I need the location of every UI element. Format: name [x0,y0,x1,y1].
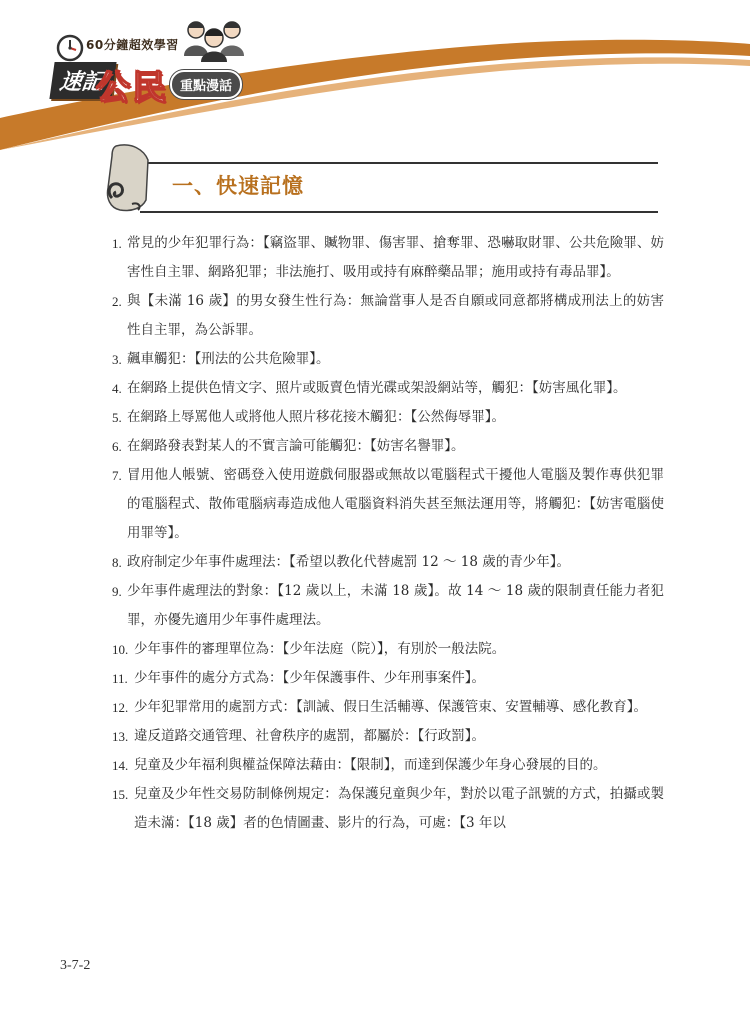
people-icon [182,16,246,62]
item-text: 違反道路交通管理、社會秩序的處罰，都屬於：【行政罰】。 [134,728,485,744]
list-item [112,461,664,548]
item-text: 與【未滿 16 歲】的男女發生性行為：無論當事人是否自願或同意都將構成刑法上的妨害性自主罪，為公訴罪。 [127,293,664,338]
list-item [112,432,664,461]
section-title: 一、快速記憶 [172,173,304,198]
list-item [112,722,664,751]
header-tagline: 60分鐘超效學習 [86,38,179,52]
item-number: 7. [112,468,122,483]
item-text: 少年事件的處分方式為：【少年保護事件、少年刑事案件】。 [134,670,485,686]
item-text: 在網路發表對某人的不實言論可能觸犯：【妨害名譽罪】。 [127,438,465,454]
item-number: 10. [112,642,129,657]
item-number: 8. [112,555,122,570]
item-text: 少年犯罪常用的處罰方式：【訓誡、假日生活輔導、保護管束、安置輔導、感化教育】。 [134,699,647,715]
item-number: 9. [112,584,122,599]
item-number: 3. [112,352,122,367]
item-text: 少年事件的審理單位為：【少年法庭（院）】，有別於一般法院。 [134,641,506,657]
item-text: 兒童及少年性交易防制條例規定：為保護兒童與少年，對於以電子訊號的方式，拍攝或製造未滿：【18 歲】者的色情圖畫、影片的行為，可處：【3 年以 [134,786,664,831]
item-number: 1. [112,236,122,251]
item-text: 飆車觸犯：【刑法的公共危險罪】。 [127,351,330,367]
scroll-icon [102,140,162,218]
item-number: 6. [112,439,122,454]
list-item [112,548,664,577]
header-subject: 公民 [96,68,168,108]
list-item [112,780,664,838]
item-text: 政府制定少年事件處理法：【希望以教化代替處罰 12 ～ 18 歲的青少年】。 [127,554,571,570]
section-rule-top [126,162,658,164]
section-rule-bottom [140,211,658,213]
item-text: 兒童及少年福利與權益保障法藉由：【限制】，而達到保護少年身心發展的目的。 [134,757,607,773]
header-badge: 重點漫話 [170,70,242,99]
item-text: 冒用他人帳號、密碼登入使用遊戲伺服器或無故以電腦程式干擾他人電腦及製作專供犯罪的電腦程式、散佈電腦病毒造成他人電腦資料消失甚至無法運用等，將觸犯：【妨害電腦使用罪等】。 [127,467,664,541]
list-item [112,635,664,664]
item-number: 12. [112,700,129,715]
item-number: 4. [112,381,122,396]
page-number: 3-7-2 [60,958,91,973]
clock-icon [56,34,84,62]
item-number: 11. [112,671,128,686]
item-text: 少年事件處理法的對象：【12 歲以上，未滿 18 歲】。故 14 ～ 18 歲的限制責任能力者犯罪，亦優先適用少年事件處理法。 [127,583,664,628]
list-item [112,664,664,693]
item-text: 在網路上提供色情文字、照片或販賣色情光碟或架設網站等，觸犯：【妨害風化罪】。 [127,380,627,396]
item-number: 5. [112,410,122,425]
list-item [112,751,664,780]
list-item [112,374,664,403]
item-text: 常見的少年犯罪行為：【竊盜罪、贓物罪、傷害罪、搶奪罪、恐嚇取財罪、公共危險罪、妨害性自主罪、網路犯罪；非法施打、吸用或持有麻醉藥品罪；施用或持有毒品罪】。 [127,235,664,280]
list-item [112,287,664,345]
item-number: 2. [112,294,122,309]
list-item [112,577,664,635]
list-item [112,403,664,432]
list-item [112,693,664,722]
list-item [112,345,664,374]
quick-memory-list [112,229,664,838]
item-text: 在網路上辱罵他人或將他人照片移花接木觸犯：【公然侮辱罪】。 [127,409,505,425]
header-brand: 速記 [49,62,116,99]
list-item [112,229,664,287]
item-number: 13. [112,729,129,744]
item-number: 15. [112,787,129,802]
item-number: 14. [112,758,129,773]
